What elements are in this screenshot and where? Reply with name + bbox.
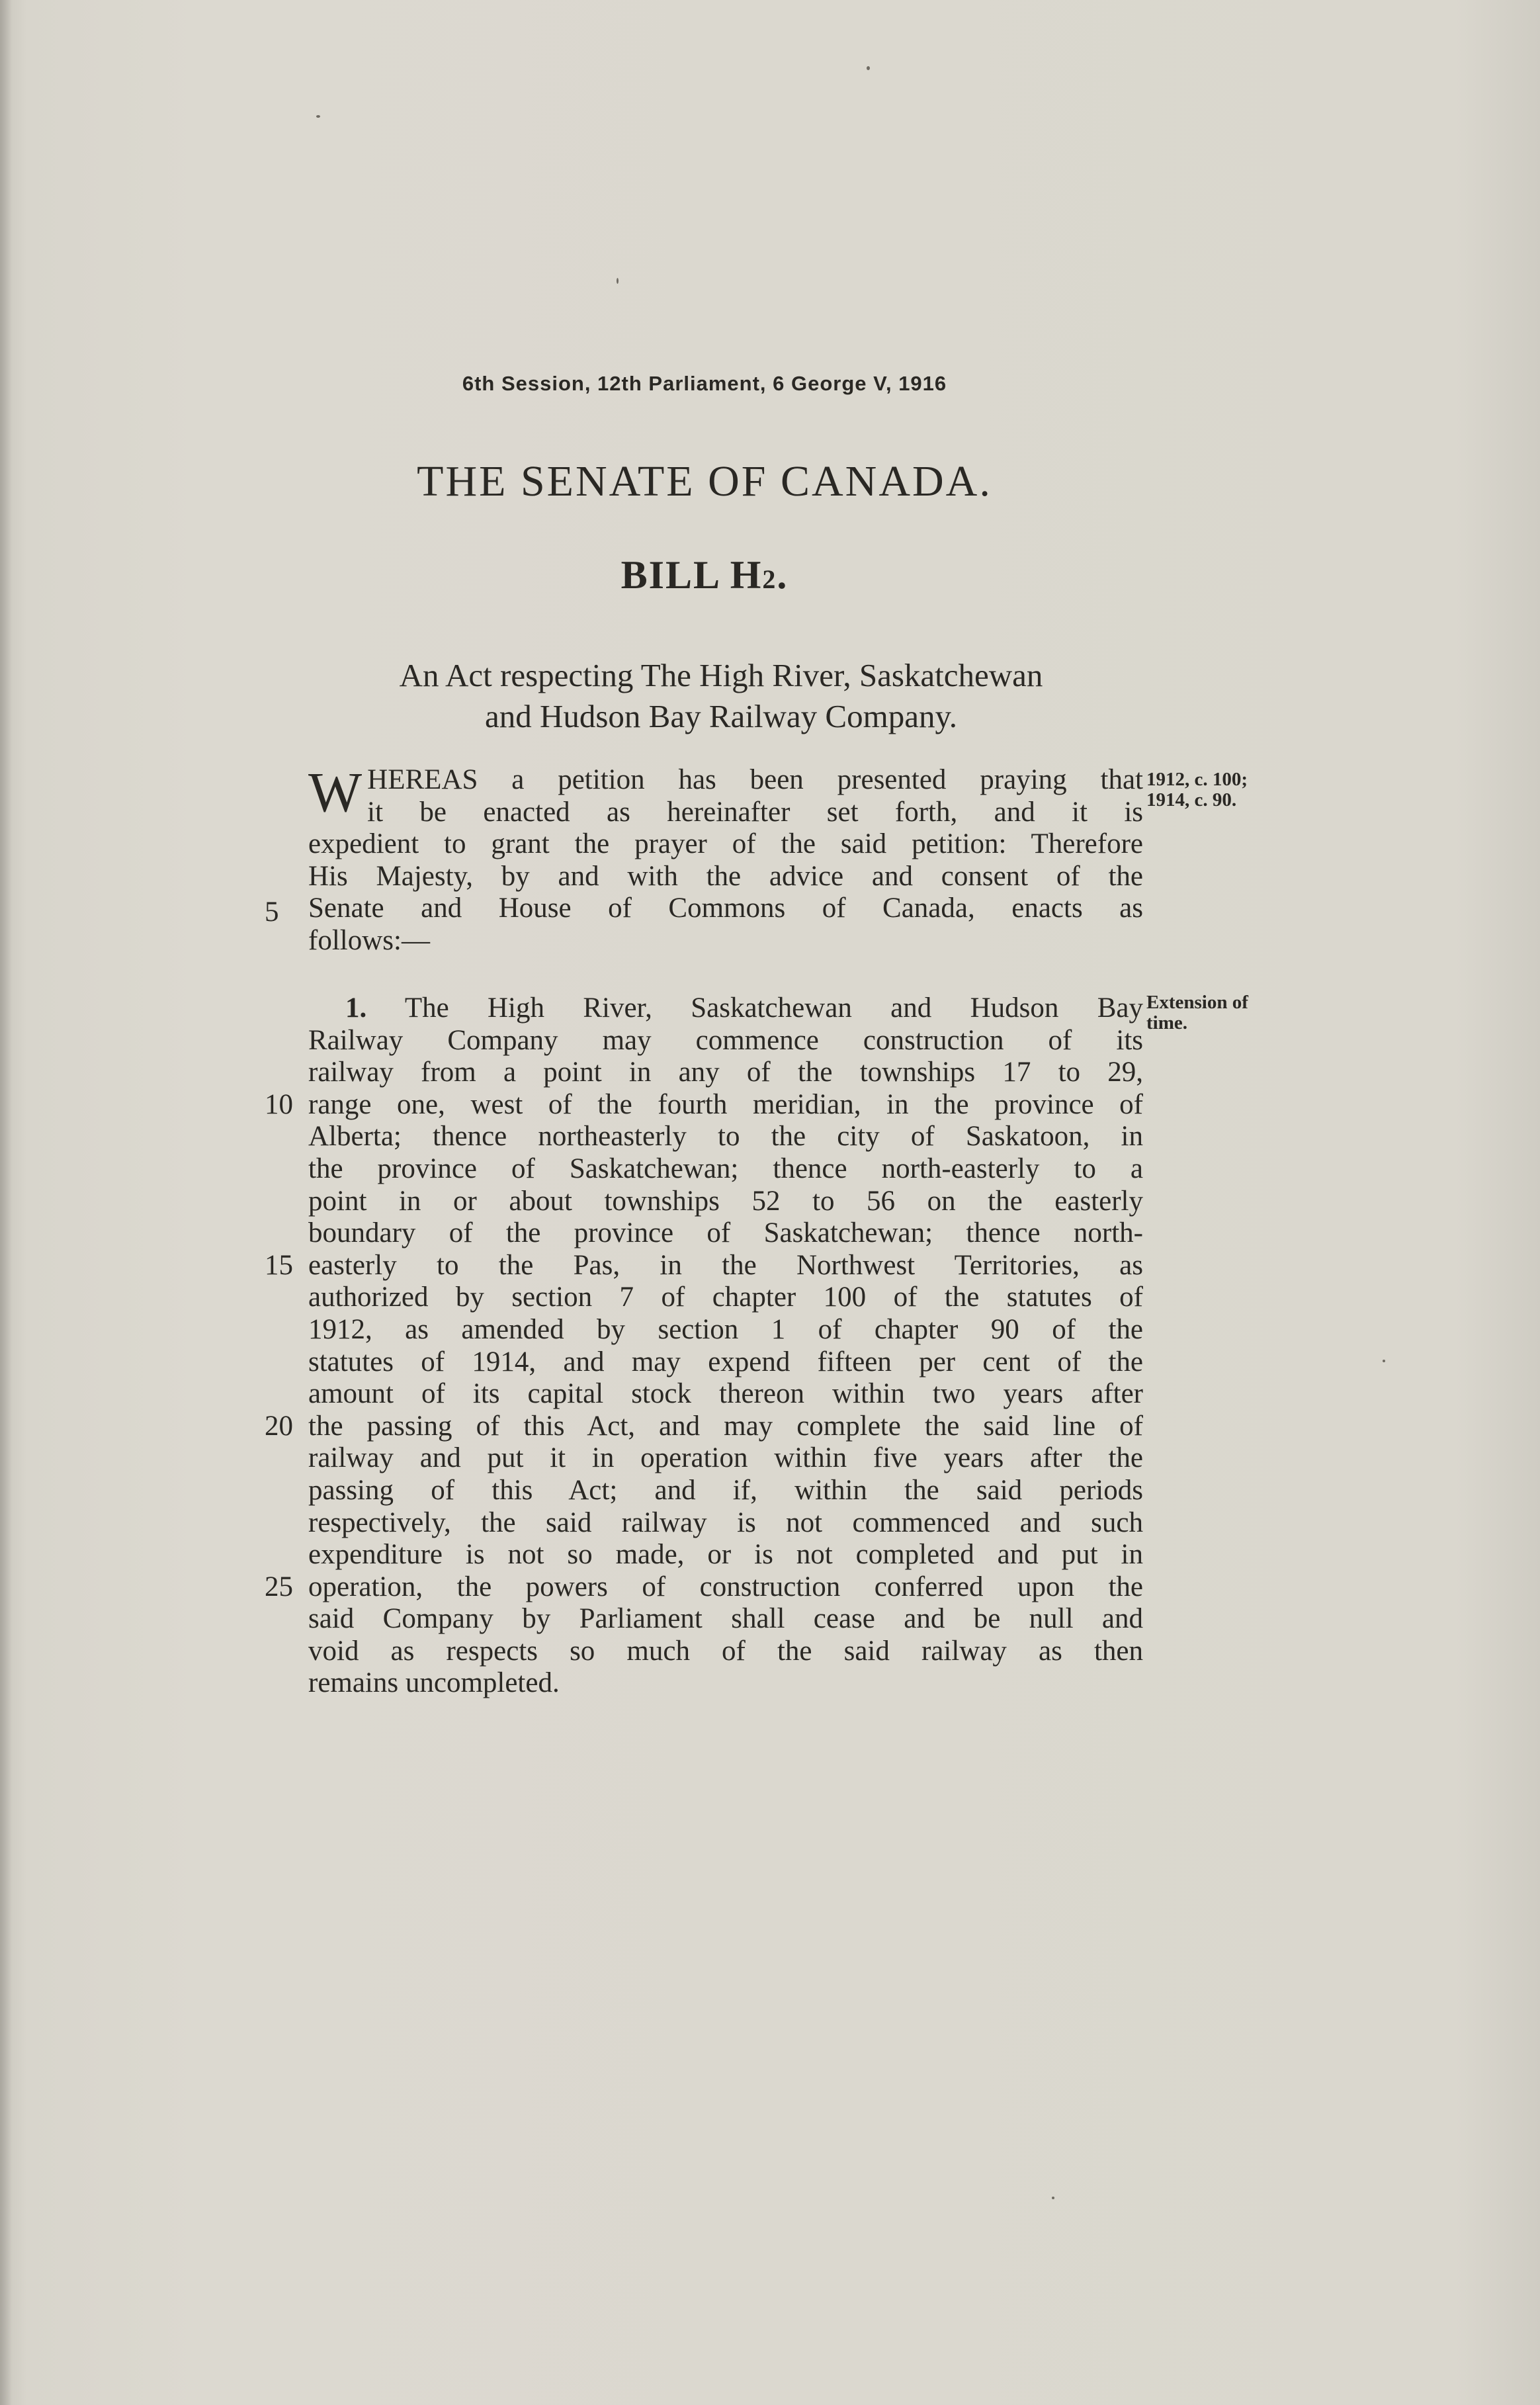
margin-note-line: time. [1146,1012,1187,1033]
line-number: 20 [265,1411,293,1442]
paper-speck [617,278,619,284]
paper-speck [316,115,320,118]
section-line: authorized by section 7 of chapter 100 of the statutes of [308,1282,1143,1313]
section-line: expenditure is not so made, or is not completed and put in [308,1539,1143,1571]
paper-speck [867,66,870,70]
section-line: Alberta; thence northeasterly to the city of Saskatoon, in [308,1121,1143,1153]
bill-sub: 2 [762,564,777,594]
bill-heading [0,552,1409,598]
act-title-line: and Hudson Bay Railway Company. [484,698,958,734]
section-line: the province of Saskatchewan; thence north-easterly to a [308,1153,1143,1184]
act-title-line: An Act respecting The High River, Saskatchewan [399,657,1043,693]
section-line: the passing of this Act, and may complete the said line of [308,1410,1143,1442]
section-line: 1912, as amended by section 1 of chapter 90 of the [308,1313,1143,1345]
line-number: 5 [265,896,279,928]
section-line [308,992,1143,1025]
line-number: 25 [265,1571,293,1602]
margin-note-extension [1146,992,1248,1033]
margin-note-line: Extension of [1146,992,1248,1013]
margin-note-line: 1914, c. 90. [1146,789,1237,810]
line-number: 15 [265,1250,293,1281]
act-title [265,655,1177,737]
preamble-line: HEREAS a petition has been presented praying that [367,764,1143,795]
section-line: Railway Company may commence construction of its [308,1024,1143,1056]
section-line: operation, the powers of construction conferred upon the [308,1571,1143,1602]
preamble-line: it be enacted as hereinafter set forth, and it is [367,796,1143,828]
preamble [308,760,1143,957]
section-line: range one, west of the fourth meridian, in the province of [308,1088,1143,1120]
bill-end: . [777,553,789,597]
page-edge-shadow [0,0,12,2405]
preamble-line: His Majesty, by and with the advice and consent of the [308,860,1143,892]
preamble-line: Senate and House of Commons of Canada, enacts as [308,893,1143,924]
margin-note-line: 1912, c. 100; [1146,769,1248,790]
section-line-text: The High River, Saskatchewan and Hudson Bay [404,992,1143,1024]
section-line: point in or about townships 52 to 56 on the easterly [308,1185,1143,1217]
section-line: passing of this Act; and if, within the said periods [308,1474,1143,1506]
section-number: 1. [345,992,367,1024]
section-line: boundary of the province of Saskatchewan; thence north- [308,1217,1143,1249]
section-line: amount of its capital stock thereon within two years after [308,1378,1143,1410]
section-line: railway from a point in any of the townships 17 to 29, [308,1057,1143,1088]
drop-cap: W [308,760,363,824]
section-line: remains uncompleted. [308,1667,560,1699]
paper-speck [1052,2197,1054,2199]
paper-speck [1383,1360,1385,1362]
senate-heading: THE SENATE OF CANADA. [417,457,992,505]
section-line: said Company by Parliament shall cease and be null and [308,1603,1143,1635]
section-line: easterly to the Pas, in the Northwest Territories, as [308,1249,1143,1281]
bill-main: BILL H [620,553,763,597]
section-line: void as respects so much of the said railway as then [308,1635,1143,1667]
section-1 [308,992,1143,1700]
margin-note-citation [1146,769,1248,810]
section-line: statutes of 1914, and may expend fifteen per cent of the [308,1346,1143,1377]
preamble-line: follows:— [308,924,430,956]
section-line: railway and put it in operation within five years after the [308,1442,1143,1474]
section-line: respectively, the said railway is not commenced and such [308,1507,1143,1538]
preamble-line: expedient to grant the prayer of the said petition: Therefore [308,828,1143,860]
session-line: 6th Session, 12th Parliament, 6 George V, 1916 [462,372,947,395]
line-number: 10 [265,1089,293,1120]
